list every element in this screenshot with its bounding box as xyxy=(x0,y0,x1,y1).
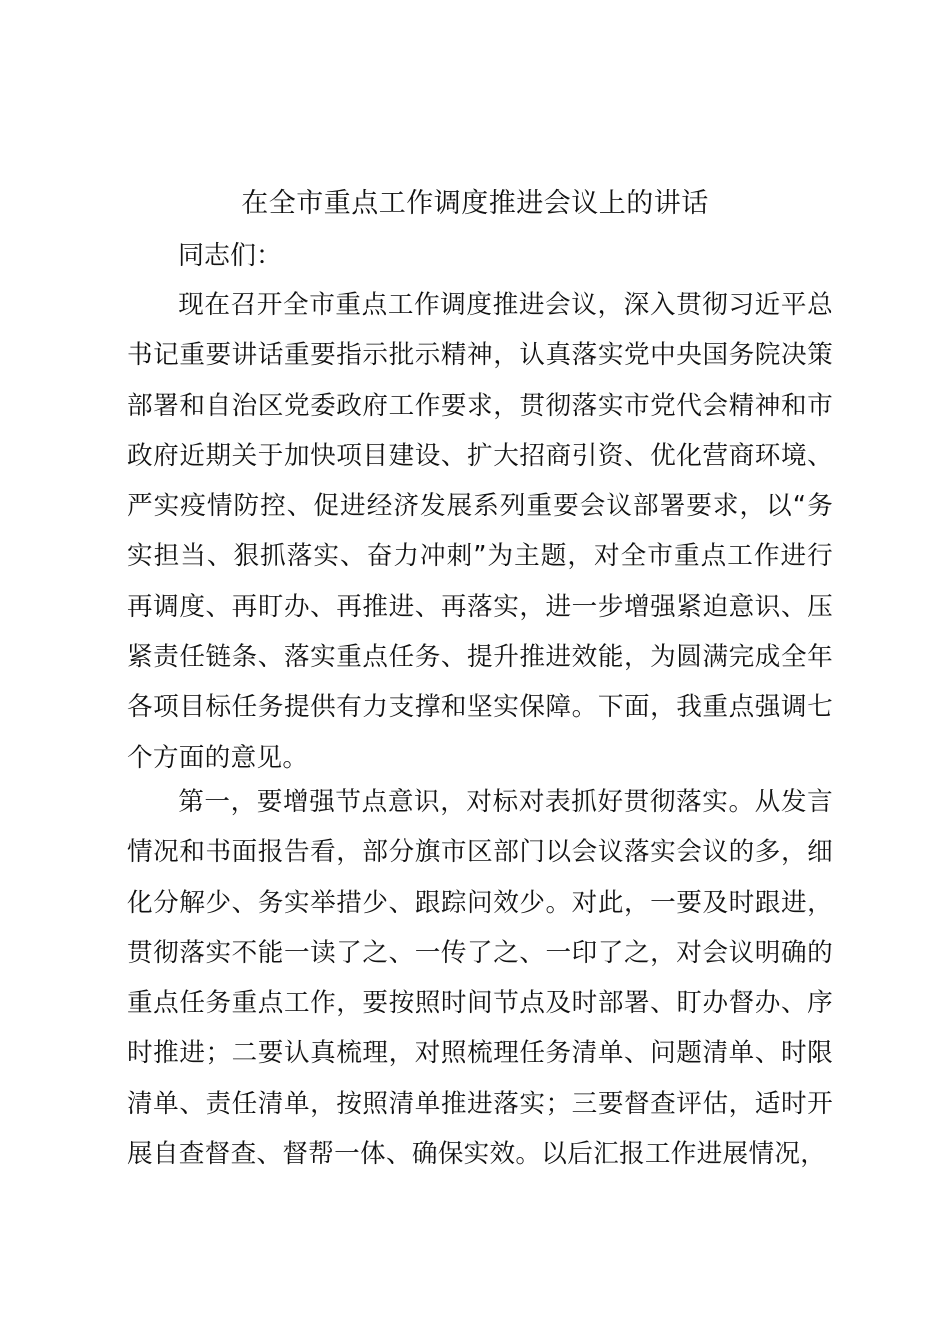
document-title: 在全市重点工作调度推进会议上的讲话 xyxy=(241,188,709,219)
paragraph-2: 第一，要增强节点意识，对标对表抓好贯彻落实。从发言情况和书面报告看，部分旗市区部门以会议落实会议的多，细化分解少、务实举措少、跟踪问效少。对此，一要及时跟进，贯彻落实不能一读了之、一传了之、一印了之，对会议明确的重点任务重点工作，要按照时间节点及时部署、盯办督办、序时推进；二要认真梳理，对照梳理任务清单、问题清单、时限清单、责任清单，按照清单推进落实；三要督查评估，适时开展自查督查、督帮一体、确保实效。以后汇报工作进展情况， xyxy=(127,787,833,1170)
paragraph-1: 现在召开全市重点工作调度推进会议，深入贯彻习近平总书记重要讲话重要指示批示精神，认真落实党中央国务院决策部署和自治区党委政府工作要求，贯彻落实市党代会精神和市政府近期关于加快项目建设、扩大招商引资、优化营商环境、严实疫情防控、促进经济发展系列重要会议部署要求，以“务实担当、狠抓落实、奋力冲刺”为主题，对全市重点工作进行再调度、再盯办、再推进、再落实，进一步增强紧迫意识、压紧责任链条、落实重点任务、提升推进效能，为圆满完成全年各项目标任务提供有力支撑和坚实保障。下面，我重点强调七个方面的意见。 xyxy=(127,290,833,773)
paragraph-2-container xyxy=(127,777,833,1179)
paragraph-1-container xyxy=(127,280,833,783)
salutation: 同志们： xyxy=(178,241,283,271)
